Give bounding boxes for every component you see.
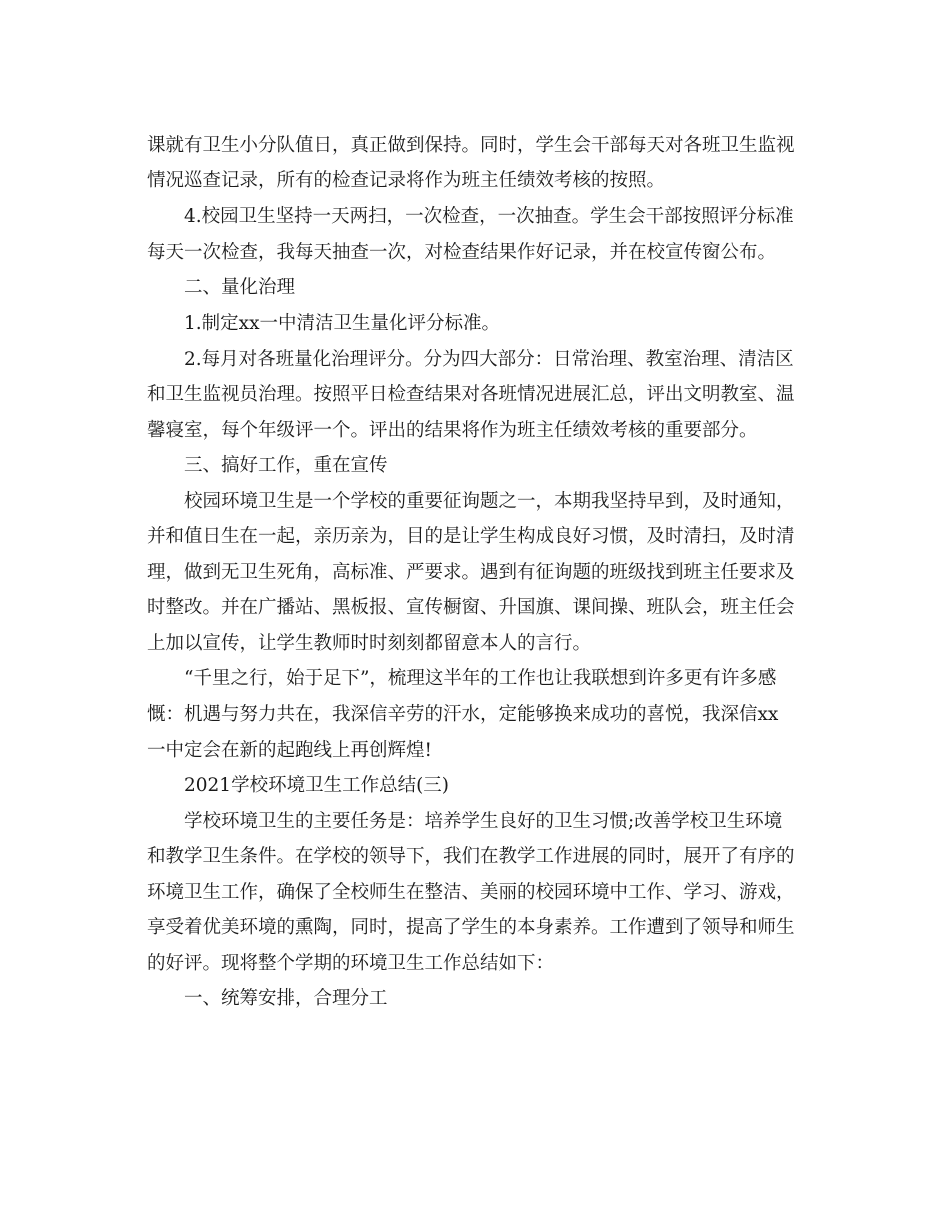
text-line: 环境卫生工作，确保了全校师生在整洁、美丽的校园环境中工作、学习、游戏， <box>147 882 795 903</box>
section-title: 2021学校环境卫生工作总结(三) <box>184 775 450 796</box>
section-heading: 三、搞好工作，重在宣传 <box>184 455 388 476</box>
text-line: 馨寝室，每个年级评一个。评出的结果将作为班主任绩效考核的重要部分。 <box>147 420 758 441</box>
text-line: “千里之行，始于足下”，梳理这半年的工作也让我联想到许多更有许多感 <box>184 668 777 689</box>
text-line: 校园环境卫生是一个学校的重要征询题之一，本期我坚持早到，及时通知， <box>184 491 795 512</box>
text-line: 4.校园卫生坚持一天两扫，一次检查，一次抽查。学生会干部按照评分标准 <box>184 206 794 227</box>
section-heading: 一、统筹安排，合理分工 <box>184 988 388 1009</box>
text-line: 课就有卫生小分队值日，真正做到保持。同时，学生会干部每天对各班卫生监视 <box>147 135 795 156</box>
text-line: 慨：机遇与努力共在，我深信辛劳的汗水，定能够换来成功的喜悦，我深信xx <box>147 704 779 725</box>
text-line: 每天一次检查，我每天抽查一次，对检查结果作好记录，并在校宣传窗公布。 <box>147 242 777 263</box>
text-line: 2.每月对各班量化治理评分。分为四大部分：日常治理、教室治理、清洁区 <box>184 349 794 370</box>
text-line: 和卫生监视员治理。按照平日检查结果对各班情况进展汇总，评出文明教室、温 <box>147 384 795 405</box>
text-line: 的好评。现将整个学期的环境卫生工作总结如下： <box>147 953 555 974</box>
text-line: 时整改。并在广播站、黑板报、宣传橱窗、升国旗、课间操、班队会，班主任会 <box>147 597 795 618</box>
text-line: 上加以宣传，让学生教师时时刻刻都留意本人的言行。 <box>147 633 592 654</box>
text-line: 一中定会在新的起跑线上再创辉煌! <box>147 740 432 761</box>
text-line: 情况巡查记录，所有的检查记录将作为班主任绩效考核的按照。 <box>147 170 666 191</box>
text-line: 享受着优美环境的熏陶，同时，提高了学生的本身素养。工作遭到了领导和师生 <box>147 917 795 938</box>
text-line: 学校环境卫生的主要任务是：培养学生良好的卫生习惯;改善学校卫生环境 <box>184 811 783 832</box>
section-heading: 二、量化治理 <box>184 277 296 298</box>
text-line: 并和值日生在一起，亲历亲为，目的是让学生构成良好习惯，及时清扫，及时清 <box>147 526 795 547</box>
text-line: 理，做到无卫生死角，高标准、严要求。遇到有征询题的班级找到班主任要求及 <box>147 562 795 583</box>
text-line: 和教学卫生条件。在学校的领导下，我们在教学工作进展的同时，展开了有序的 <box>147 846 795 867</box>
text-line: 1.制定xx一中清洁卫生量化评分标准。 <box>184 313 501 334</box>
